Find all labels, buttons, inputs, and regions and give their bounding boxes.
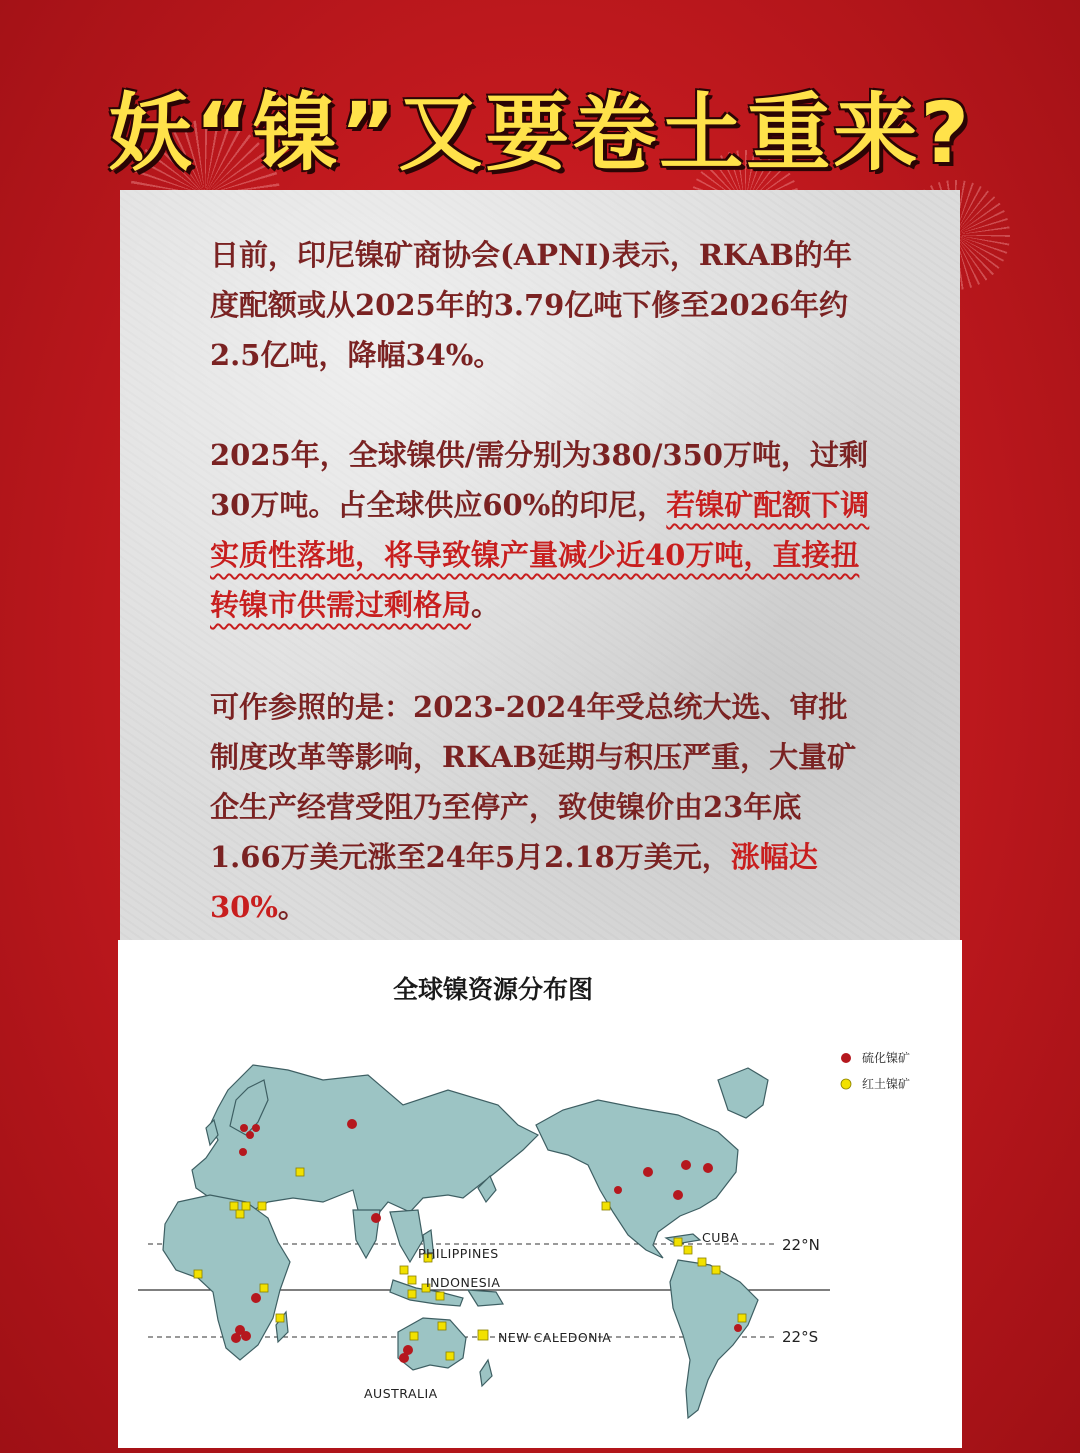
label-australia: AUSTRALIA — [364, 1386, 438, 1401]
paragraph-1: 日前，印尼镍矿商协会(APNI)表示，RKAB的年度配额或从2025年的3.79亿吨下修至2026年约2.5亿吨，降幅34%。 — [210, 238, 852, 372]
sulfide-deposit-marker — [251, 1293, 261, 1303]
sulfide-deposit-marker — [643, 1167, 653, 1177]
laterite-deposit-marker — [446, 1352, 454, 1360]
laterite-deposit-marker — [400, 1266, 408, 1274]
laterite-deposit-marker — [276, 1314, 284, 1322]
south-america-landmass — [670, 1260, 758, 1418]
new-zealand-landmass — [480, 1360, 492, 1386]
label-new-caledonia: NEW CALEDONIA — [498, 1330, 612, 1345]
laterite-deposit-marker — [296, 1168, 304, 1176]
laterite-deposit-marker — [194, 1270, 202, 1278]
laterite-deposit-marker — [260, 1284, 268, 1292]
sulfide-deposit-marker — [614, 1186, 622, 1194]
sulfide-deposit-marker — [239, 1148, 247, 1156]
laterite-deposit-marker — [602, 1202, 610, 1210]
laterite-deposit-marker — [738, 1314, 746, 1322]
australia-landmass — [398, 1318, 466, 1370]
laterite-deposit-marker — [236, 1210, 244, 1218]
sulfide-deposit-marker — [231, 1333, 241, 1343]
paragraph-3-lead: 可作参照的是： — [210, 690, 414, 724]
laterite-deposit-marker — [408, 1276, 416, 1284]
sulfide-deposit-marker — [347, 1119, 357, 1129]
map-title: 全球镍资源分布图 — [392, 975, 593, 1004]
article-card — [120, 190, 960, 942]
world-map — [118, 940, 962, 1448]
nickel-map-panel — [118, 940, 962, 1448]
laterite-deposit-marker — [674, 1238, 682, 1246]
sulfide-deposit-marker — [399, 1353, 409, 1363]
label-22n: 22°N — [782, 1236, 820, 1254]
sulfide-deposit-marker — [734, 1324, 742, 1332]
laterite-deposit-marker — [242, 1202, 250, 1210]
cuba-landmass — [666, 1234, 700, 1244]
laterite-deposit-marker — [478, 1330, 488, 1340]
legend-laterite: 红土镍矿 — [862, 1077, 911, 1091]
label-philippines: PHILIPPINES — [418, 1246, 499, 1261]
sulfide-legend-dot — [841, 1053, 851, 1063]
new-guinea-landmass — [468, 1290, 503, 1306]
sulfide-deposit-marker — [252, 1124, 260, 1132]
headline: 妖“镍”又要卷土重来? — [107, 84, 973, 182]
greenland-landmass — [718, 1068, 768, 1118]
paragraph-3-highlight: 涨幅达30% — [210, 840, 818, 924]
paragraph-2-highlight: 若镍矿配额下调实质性落地，将导致镍产量减少近40万吨，直接扭转镍市供需过剩格局 — [210, 488, 870, 622]
laterite-legend-dot — [841, 1079, 851, 1089]
label-cuba: CUBA — [702, 1230, 740, 1245]
legend-sulfide: 硫化镍矿 — [862, 1051, 911, 1065]
laterite-deposit-marker — [712, 1266, 720, 1274]
sulfide-deposit-marker — [240, 1124, 248, 1132]
paragraph-2 — [210, 430, 870, 630]
laterite-deposit-marker — [684, 1246, 692, 1254]
paragraph-3-text: 2023-2024年受总统大选、审批制度改革等影响，RKAB延期与积压严重，大量矿企生产经营受阻乃至停产，致使镍价由23年底1.66万美元涨至24年5月2.18万美元， — [210, 690, 857, 874]
label-22s: 22°S — [782, 1328, 819, 1346]
sulfide-deposit-marker — [371, 1213, 381, 1223]
paragraph-2-text: 2025年，全球镍供/需分别为380/350万吨，过剩30万吨。占全球供应60%的印尼， — [210, 438, 868, 522]
laterite-deposit-marker — [258, 1202, 266, 1210]
laterite-deposit-marker — [410, 1332, 418, 1340]
laterite-deposit-marker — [698, 1258, 706, 1266]
laterite-deposit-marker — [408, 1290, 416, 1298]
laterite-deposit-marker — [438, 1322, 446, 1330]
sulfide-deposit-marker — [681, 1160, 691, 1170]
sulfide-deposit-marker — [673, 1190, 683, 1200]
label-indonesia: INDONESIA — [426, 1275, 501, 1290]
sulfide-deposit-marker — [703, 1163, 713, 1173]
paragraph-3 — [210, 682, 870, 932]
laterite-deposit-marker — [230, 1202, 238, 1210]
paragraph-2-end: 。 — [471, 588, 501, 622]
sulfide-deposit-marker — [241, 1331, 251, 1341]
africa-landmass — [163, 1195, 290, 1360]
sulfide-deposit-marker — [246, 1131, 254, 1139]
laterite-deposit-marker — [436, 1292, 444, 1300]
paragraph-3-end: 。 — [277, 890, 307, 924]
